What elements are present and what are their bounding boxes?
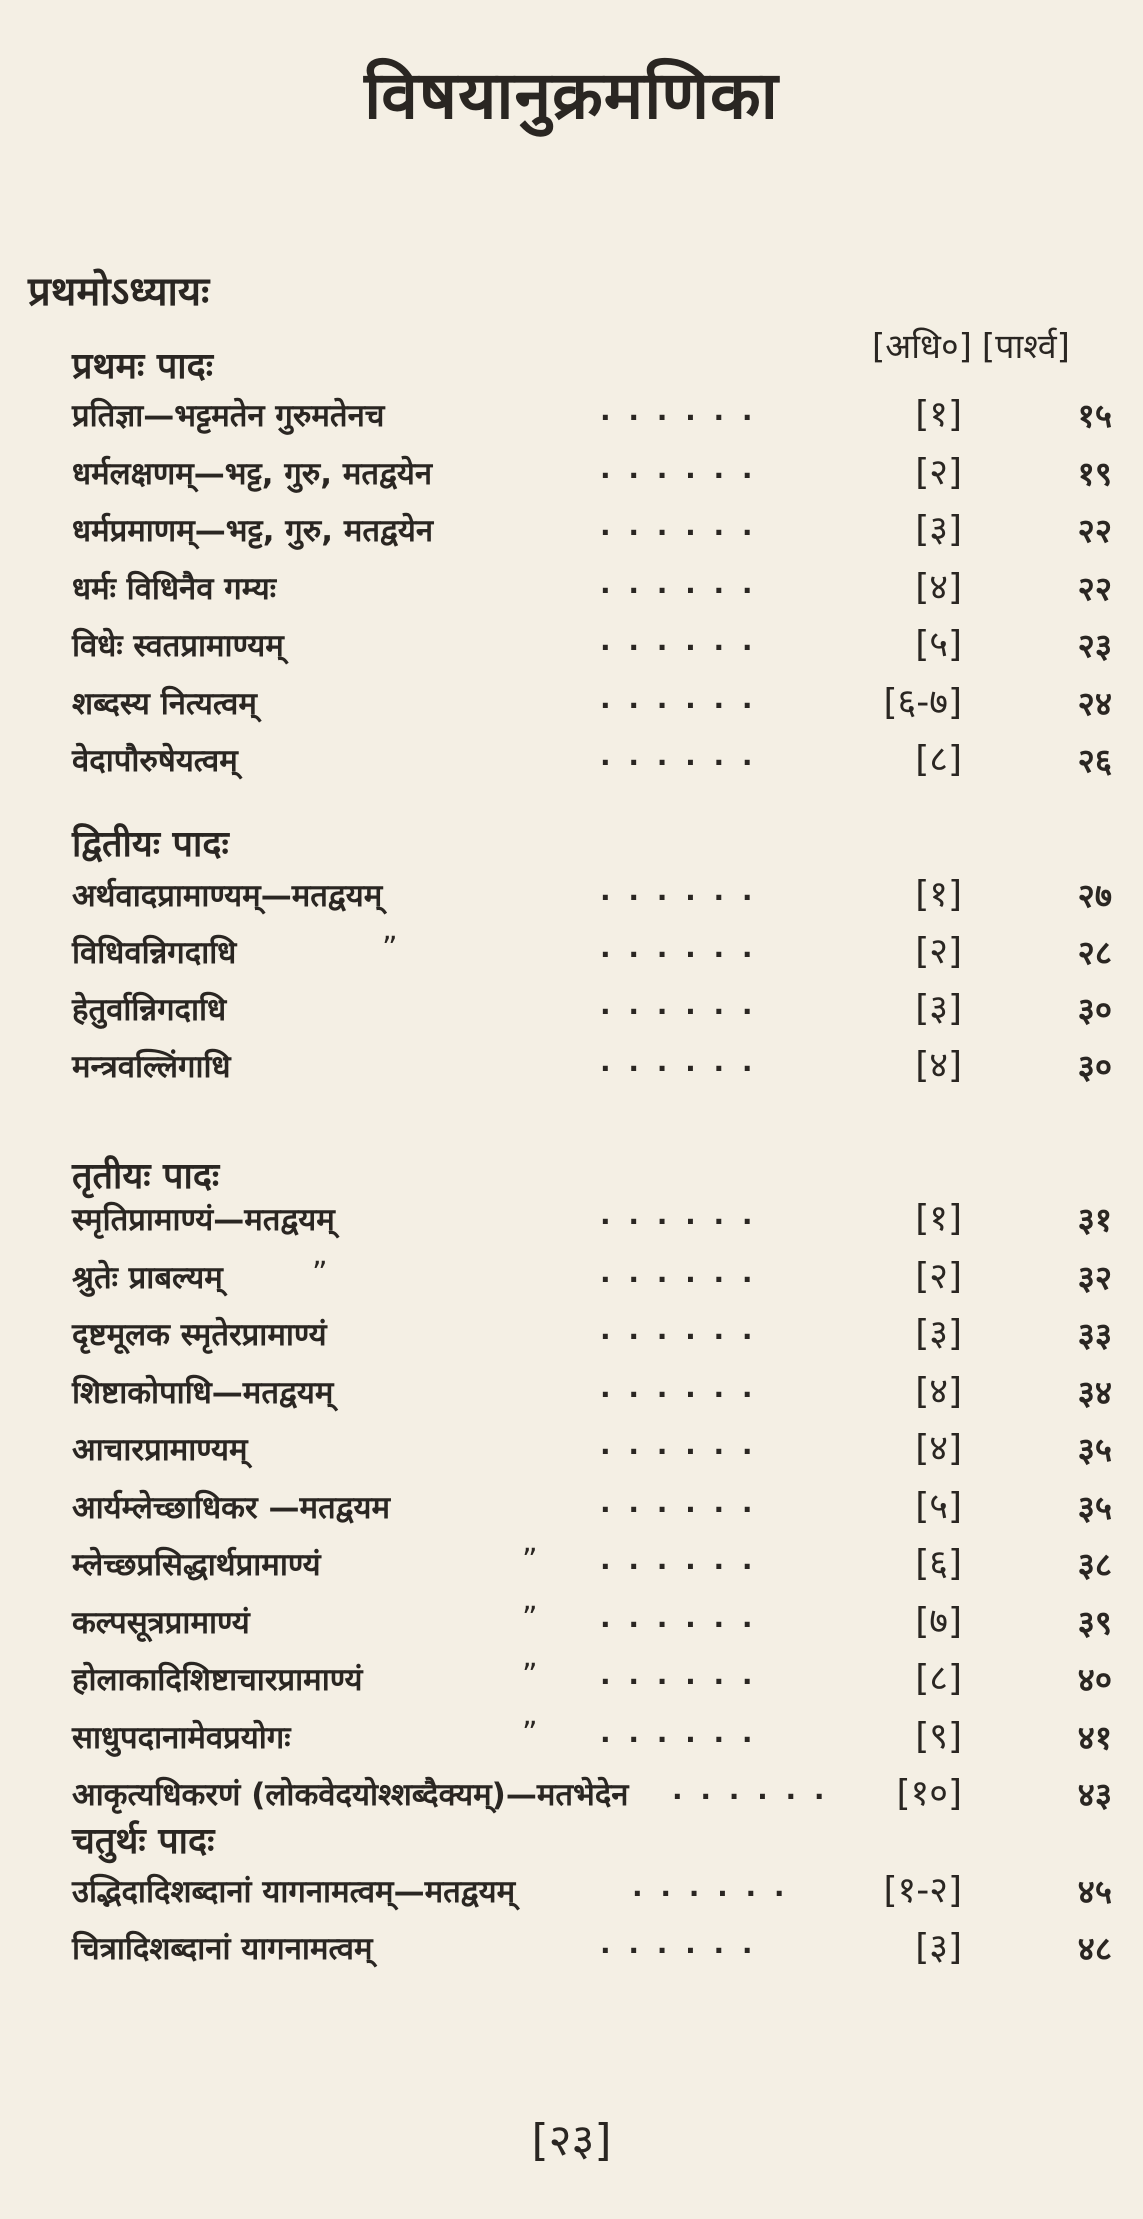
entry-title: धर्मः विधिनैव गम्यः [72,570,277,607]
section-heading: द्वितीयः पादः [72,824,229,865]
entry-title: दृष्टमूलक स्मृतेरप्रामाण्यं [72,1317,327,1353]
adhikarana-number: [१-२] [883,1870,962,1911]
toc-entry [72,1595,1112,1651]
toc-entry [72,618,1112,674]
leader-dots: . . . . . . [600,1927,757,1960]
toc-entry [72,1039,1112,1095]
leader-dots: . . . . . . [600,874,757,907]
entry-title: अर्थवादप्रामाण्यम्—मतद्वयम् [72,878,383,914]
toc-entry [72,446,1112,502]
entry-title: आचारप्रामाण्यम् [72,1432,248,1468]
leader-dots: . . . . . . [600,624,757,657]
entry-title: शिष्टाकोपाधि—मतद्वयम् [72,1374,334,1411]
adhikarana-number: [४] [915,1045,962,1086]
toc-entry [72,1365,1112,1421]
page-ref: ३२ [1077,1257,1112,1297]
leader-dots: . . . . . . [600,1428,757,1461]
adhikarana-number: [२] [915,451,962,493]
ditto-mark: ” [522,1600,538,1636]
page-ref: ३५ [1077,1430,1112,1469]
page-ref: २२ [1077,568,1112,608]
section-heading: प्रथमः पादः [72,346,213,387]
leader-dots: . . . . . . [600,509,757,542]
page-ref: ३९ [1077,1602,1112,1642]
page-ref: २८ [1077,933,1112,972]
page-ref: २२ [1077,511,1112,550]
entry-title: आकृत्यधिकरणं (लोकवेदयोश्शब्दैक्यम्)—मतभेदेन [72,1777,629,1813]
leader-dots: . . . . . . [600,451,757,485]
entry-title: कल्पसूत्रप्रामाण्यं [72,1604,250,1641]
leader-dots: . . . . . . [600,394,757,427]
leader-dots: . . . . . . [600,1485,757,1519]
leader-dots: . . . . . . [632,1870,789,1903]
adhikarana-number: [३] [915,1313,962,1354]
page-ref: ३४ [1077,1372,1112,1412]
entry-title: वेदापौरुषेयत्वम् [72,743,238,779]
adhikarana-number: [७] [915,1600,962,1642]
toc-entry [72,1480,1112,1536]
page-ref: ३१ [1077,1200,1112,1239]
page-number: [२३] [531,2115,612,2166]
adhikarana-number: [५] [915,1485,962,1527]
page-ref: ३५ [1077,1487,1112,1527]
page-ref: २३ [1077,626,1112,665]
adhikarana-number: [३] [915,1927,962,1968]
ditto-mark: ” [382,931,398,966]
page-ref: ३० [1077,1047,1112,1086]
ditto-mark: ” [522,1658,538,1693]
toc-entry [72,1864,1112,1920]
toc-entry [72,1422,1112,1478]
page-ref: ३३ [1077,1315,1112,1354]
chapter-heading: प्रथमोऽध्यायः [28,269,210,315]
entry-title: धर्मलक्षणम्—भट्ट, गुरु, मतद्वयेन [72,455,433,492]
toc-entry [72,1537,1112,1593]
page-ref: ४१ [1077,1717,1112,1757]
entry-title: उद्भिदादिशब्दानां यागनामत्वम्—मतद्वयम् [72,1874,516,1910]
adhikarana-number: [६-७] [883,681,962,723]
toc-entry [72,1921,1112,1977]
toc-entry [72,1307,1112,1363]
leader-dots: . . . . . . [600,739,757,772]
toc-entry [72,561,1112,617]
leader-dots: . . . . . . [600,1600,757,1634]
adhikarana-number: [१] [915,1198,962,1239]
toc-entry [72,1192,1112,1248]
toc-entry [72,503,1112,559]
adhikarana-number: [१] [915,394,962,435]
page-ref: २७ [1077,876,1112,915]
adhikarana-number: [४] [915,1428,962,1469]
page-column-header: [पार्श्व] [981,327,1070,367]
page-ref: ४८ [1077,1929,1112,1968]
leader-dots: . . . . . . [600,931,757,964]
toc-entry [72,676,1112,732]
page-ref: २४ [1077,683,1112,723]
leader-dots: . . . . . . [600,1045,757,1078]
leader-dots: . . . . . . [600,1715,757,1749]
adhikarana-number: [२] [915,931,962,972]
page-ref: ४० [1077,1660,1112,1699]
ditto-mark: ” [312,1255,328,1291]
entry-title: विधेः स्वतप्रामाण्यम् [72,628,284,664]
adhikarana-number: [८] [915,1658,962,1699]
page-ref: ४५ [1077,1872,1112,1911]
toc-entry [72,1767,1112,1823]
toc-entry [72,982,1112,1038]
leader-dots: . . . . . . [600,988,757,1021]
entry-title: हेतुर्वान्निगदाधि [72,992,227,1028]
toc-entry [72,388,1112,444]
entry-title: साधुपदानामेवप्रयोगः [72,1719,291,1756]
adhikarana-number: [४] [915,1370,962,1412]
entry-title: प्रतिज्ञा—भट्टमतेन गुरुमतेनच [72,398,385,434]
page-ref: १५ [1077,396,1112,435]
entry-title: चित्रादिशब्दानां यागनामत्वम् [72,1931,373,1967]
leader-dots: . . . . . . [600,681,757,715]
entry-title: आर्यम्लेच्छाधिकर —मतद्वयम [72,1489,391,1526]
page-ref: २६ [1077,741,1112,780]
column-headers [872,322,1122,368]
leader-dots: . . . . . . [600,1658,757,1691]
toc-entry [72,733,1112,789]
adhikarana-number: [४] [915,566,962,608]
entry-title: म्लेच्छप्रसिद्धार्थप्रामाण्यं [72,1547,321,1583]
adhikarana-number: [५] [915,624,962,665]
toc-entry [72,925,1112,981]
leader-dots: . . . . . . [600,1370,757,1404]
toc-entry [72,1710,1112,1766]
page-ref: १९ [1077,453,1112,493]
leader-dots: . . . . . . [600,566,757,600]
section-heading: चतुर्थः पादः [72,1821,215,1862]
toc-entry [72,1250,1112,1306]
leader-dots: . . . . . . [672,1773,829,1806]
ditto-mark: ” [522,1715,538,1751]
adhikarana-number: [९] [915,1715,962,1757]
section-heading: तृतीयः पादः [72,1156,220,1197]
entry-title: मन्त्रवल्लिंगाधि [72,1049,231,1085]
adhikarana-number: [१०] [896,1773,962,1814]
entry-title: होलाकादिशिष्टाचारप्रामाण्यं [72,1662,363,1698]
toc-entry [72,868,1112,924]
leader-dots: . . . . . . [600,1255,757,1289]
entry-title: धर्मप्रमाणम्—भट्ट, गुरु, मतद्वयेन [72,513,434,549]
adhikarana-number: [३] [915,509,962,550]
page-ref: ४३ [1077,1775,1112,1814]
page-ref: ३८ [1077,1545,1112,1584]
leader-dots: . . . . . . [600,1543,757,1576]
adhikarana-column-header: [अधि०] [872,327,972,367]
leader-dots: . . . . . . [600,1313,757,1346]
adhikarana-number: [८] [915,739,962,780]
adhikarana-number: [३] [915,988,962,1029]
adhikarana-number: [२] [915,1255,962,1297]
adhikarana-number: [१] [915,874,962,915]
leader-dots: . . . . . . [600,1198,757,1231]
adhikarana-number: [६] [915,1543,962,1584]
page-title: विषयानुक्रमणिका [364,57,779,134]
entry-title: श्रुतेः प्राबल्यम् [72,1259,223,1296]
entry-title: स्मृतिप्रामाण्यं—मतद्वयम् [72,1202,335,1238]
ditto-mark: ” [522,1543,538,1578]
toc-entry [72,1652,1112,1708]
page-ref: ३० [1077,990,1112,1029]
entry-title: शब्दस्य नित्यत्वम् [72,685,257,722]
entry-title: विधिवन्निगदाधि [72,935,237,971]
